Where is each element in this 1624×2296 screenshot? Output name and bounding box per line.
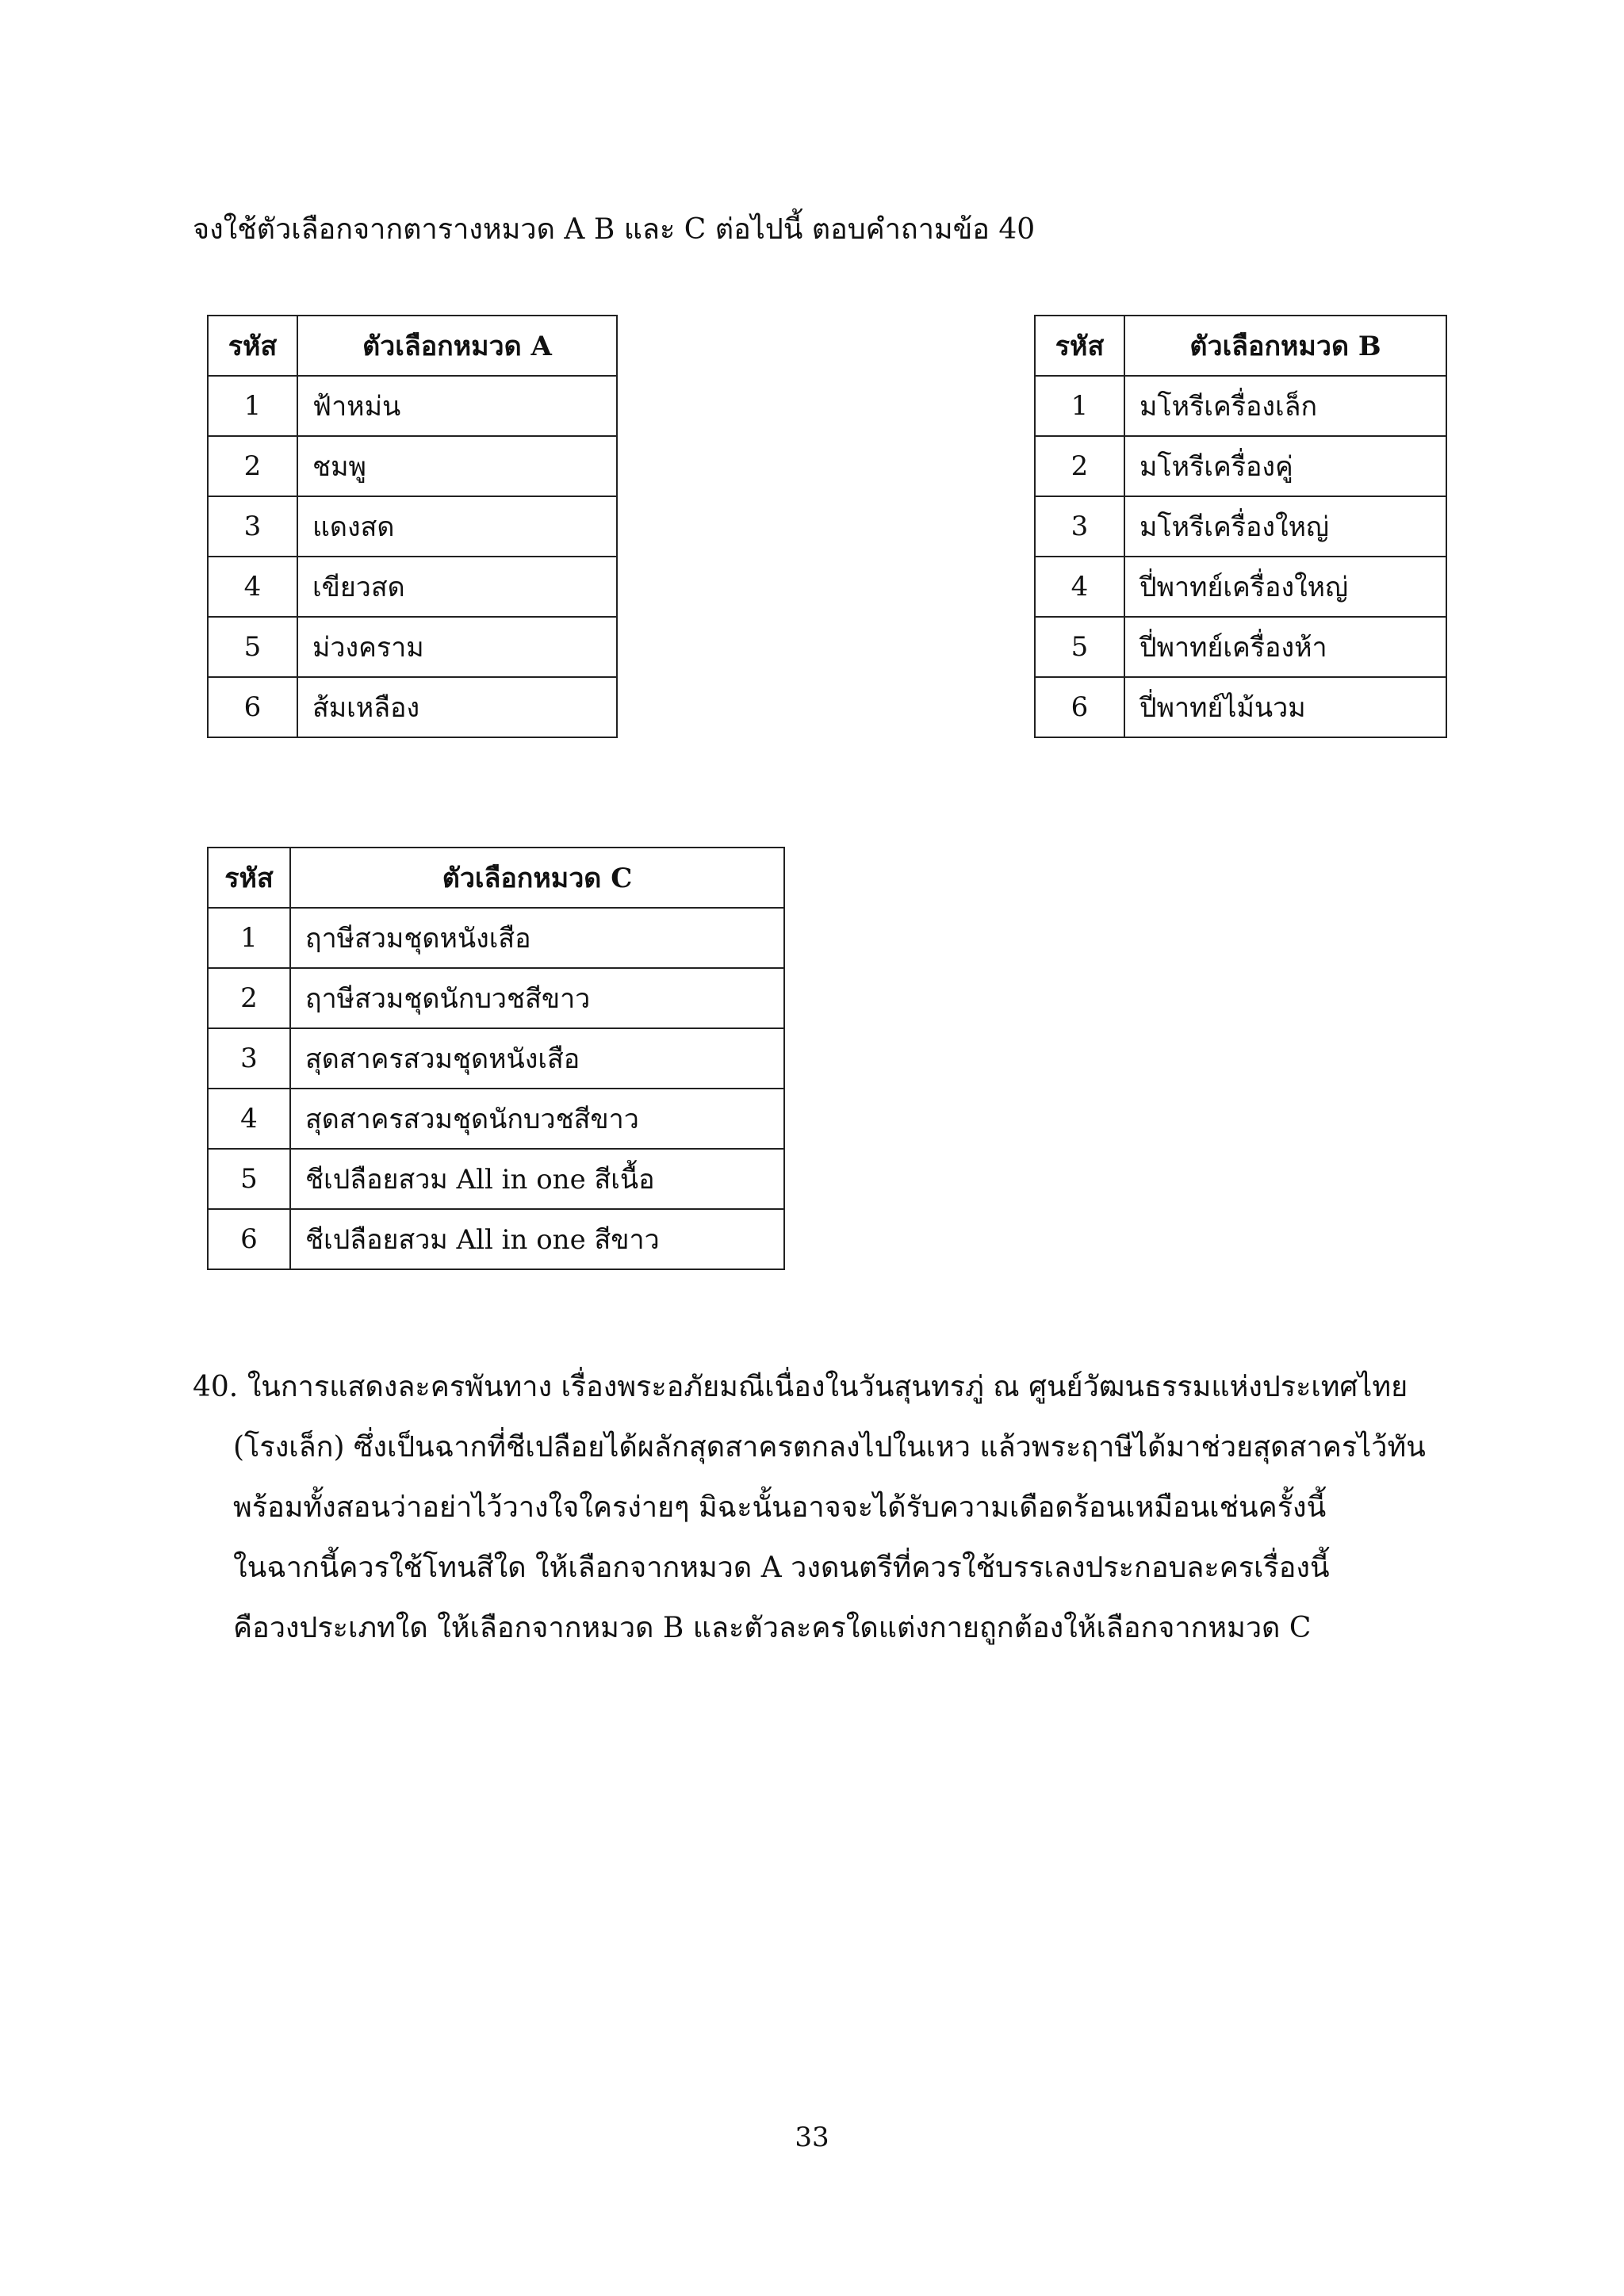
row-code: 3 [208,1028,290,1089]
row-label: เขียวสด [297,557,617,617]
row-label: ฟ้าหม่น [297,376,617,436]
row-code: 6 [208,677,297,737]
instruction-text: จงใช้ตัวเลือกจากตารางหมวด A B และ C ต่อไปนี้ ตอบคำถามข้อ 40 [193,213,1036,246]
row-label: มโหรีเครื่องเล็ก [1124,376,1446,436]
table-row [208,496,617,557]
row-label: สุดสาครสวมชุดนักบวชสีขาว [290,1089,784,1149]
page-number: 33 [795,2122,829,2153]
options-table-a [207,315,618,738]
row-code: 6 [208,1209,290,1269]
row-code: 1 [1035,376,1124,436]
row-label: ฤาษีสวมชุดหนังเสือ [290,908,784,968]
table-row [1035,677,1446,737]
table-header-row [208,848,784,908]
header-code: รหัส [208,848,290,908]
table-header-row [1035,316,1446,376]
row-label: แดงสด [297,496,617,557]
table-row [1035,376,1446,436]
row-code: 4 [1035,557,1124,617]
row-label: มโหรีเครื่องใหญ่ [1124,496,1446,557]
table-row [208,376,617,436]
row-code: 2 [208,968,290,1028]
question-line: พร้อมทั้งสอนว่าอย่าไว้วางใจใครง่ายๆ มิฉะนั้นอาจจะได้รับความเดือดร้อนเหมือนเช่นครั้งนี้ [233,1491,1327,1524]
row-code: 1 [208,376,297,436]
table-row [208,557,617,617]
row-label: ปี่พาทย์เครื่องใหญ่ [1124,557,1446,617]
row-label: ชีเปลือยสวม All in one สีขาว [290,1209,784,1269]
table-row [1035,496,1446,557]
table-row [208,1089,784,1149]
row-code: 5 [208,1149,290,1209]
question-40 [193,1357,1461,1659]
table-row [208,436,617,496]
table-row [208,617,617,677]
header-label: ตัวเลือกหมวด A [297,316,617,376]
row-code: 6 [1035,677,1124,737]
table-row [1035,436,1446,496]
header-label: ตัวเลือกหมวด C [290,848,784,908]
options-table-b [1034,315,1447,738]
row-label: ชีเปลือยสวม All in one สีเนื้อ [290,1149,784,1209]
header-code: รหัส [208,316,297,376]
options-table-c [207,847,785,1270]
row-label: ส้มเหลือง [297,677,617,737]
table-row [208,968,784,1028]
table-row [1035,617,1446,677]
table-row [1035,557,1446,617]
row-code: 5 [208,617,297,677]
table-row [208,1028,784,1089]
table-row [208,1209,784,1269]
table-row [208,677,617,737]
question-line: คือวงประเภทใด ให้เลือกจากหมวด B และตัวละครใดแต่งกายถูกต้องให้เลือกจากหมวด C [233,1612,1312,1644]
table-header-row [208,316,617,376]
row-label: ม่วงคราม [297,617,617,677]
row-code: 1 [208,908,290,968]
row-code: 4 [208,1089,290,1149]
header-code: รหัส [1035,316,1124,376]
question-line: ในฉากนี้ควรใช้โทนสีใด ให้เลือกจากหมวด A วงดนตรีที่ควรใช้บรรเลงประกอบละครเรื่องนี้ [233,1552,1330,1584]
row-code: 3 [1035,496,1124,557]
row-label: มโหรีเครื่องคู่ [1124,436,1446,496]
row-label: ฤาษีสวมชุดนักบวชสีขาว [290,968,784,1028]
question-line: (โรงเล็ก) ซึ่งเป็นฉากที่ชีเปลือยได้ผลักสุดสาครตกลงไปในเหว แล้วพระฤาษีได้มาช่วยสุดสาครไว้ทัน [233,1431,1426,1464]
header-label: ตัวเลือกหมวด B [1124,316,1446,376]
row-label: สุดสาครสวมชุดหนังเสือ [290,1028,784,1089]
row-code: 2 [1035,436,1124,496]
row-code: 2 [208,436,297,496]
row-label: ชมพู [297,436,617,496]
question-line: 40. ในการแสดงละครพันทาง เรื่องพระอภัยมณีเนื่องในวันสุนทรภู่ ณ ศูนย์วัฒนธรรมแห่งประเทศไทย [193,1371,1408,1403]
row-code: 5 [1035,617,1124,677]
table-row [208,1149,784,1209]
row-label: ปี่พาทย์ไม้นวม [1124,677,1446,737]
table-row [208,908,784,968]
row-code: 4 [208,557,297,617]
row-code: 3 [208,496,297,557]
row-label: ปี่พาทย์เครื่องห้า [1124,617,1446,677]
